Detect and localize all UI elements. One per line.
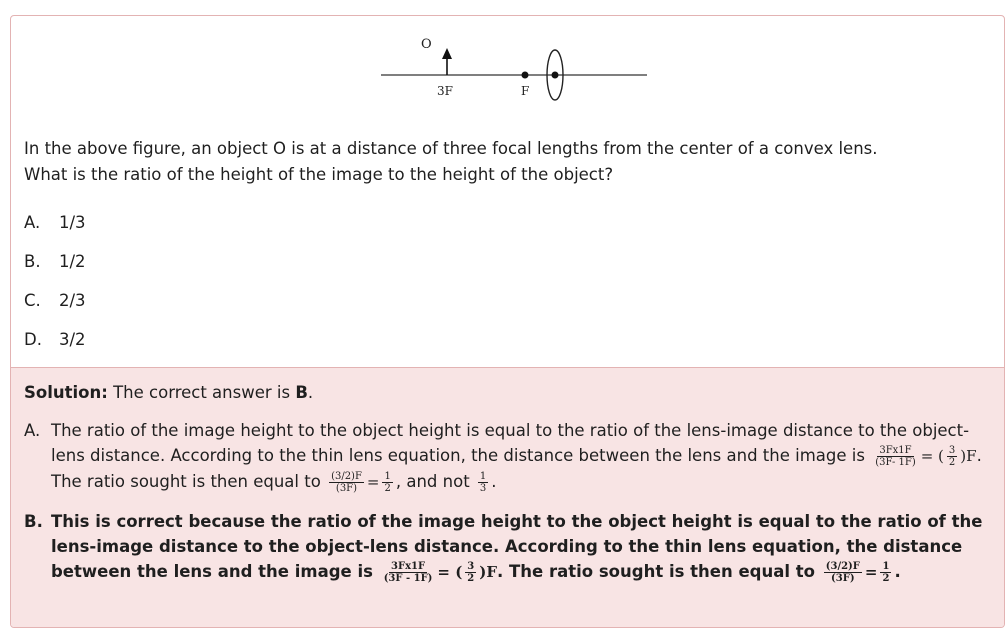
explanation-tag: A. [24, 421, 41, 440]
explanation-b [24, 509, 994, 585]
solution-label: Solution: [24, 383, 108, 402]
fraction [873, 445, 918, 468]
equals-paren: = ( [920, 447, 944, 465]
explanation-a [24, 418, 994, 495]
paren-f: )F [479, 563, 498, 581]
solution-header [24, 380, 313, 406]
numerator: 1 [479, 471, 487, 482]
explanation-text: This is correct because the ratio of the image height to the object height is equal to the ratio of the lens-image distance to the object-lens distance. According to the thin lens equation, the distance between the lens and the image is [51, 512, 983, 581]
denominator: 2 [948, 457, 956, 468]
solution-answer: B [295, 383, 308, 402]
three-f-label: 3F [437, 84, 453, 98]
fraction [382, 471, 392, 494]
explanation-text: . The ratio sought is then equal to [497, 562, 815, 581]
solution-panel [11, 367, 1004, 628]
numerator: 1 [384, 471, 391, 482]
denominator: 2 [384, 483, 391, 494]
denominator: 3 [479, 483, 487, 494]
question-line-1: In the above figure, an object O is at a distance of three focal lengths from the center of a convex lens. [24, 139, 878, 158]
equals: = [366, 473, 380, 491]
explanation-text: . The ratio sought is then equal to [51, 446, 982, 491]
question-line-2: What is the ratio of the height of the image to the height of the object? [24, 165, 614, 184]
option-b[interactable] [24, 249, 86, 288]
option-text: 1/2 [59, 252, 86, 271]
option-d[interactable] [24, 327, 86, 366]
lens-figure [379, 34, 649, 116]
focal-point [522, 72, 529, 79]
fraction [465, 561, 476, 584]
denominator: 2 [467, 573, 475, 584]
explanation-end: . [491, 472, 497, 491]
solution-end: . [307, 383, 314, 402]
numerator: 1 [882, 561, 890, 572]
explanation-body [51, 509, 994, 585]
object-arrow-head [442, 48, 452, 59]
numerator: 3Fx1F [879, 445, 912, 456]
explanation-tag: B. [24, 512, 43, 531]
explanation-text: The ratio of the image height to the object height is equal to the ratio of the lens-image distance to the object-lens distance. According to the thin lens equation, the distance between the lens and the image is [51, 421, 970, 465]
option-letter: C. [24, 291, 41, 310]
denominator: 2 [882, 573, 890, 584]
fraction [478, 471, 488, 494]
numerator: (3/2)F [825, 561, 860, 572]
fraction [880, 561, 891, 584]
denominator: (3F - 1F) [383, 573, 433, 584]
numerator: (3/2)F [331, 471, 362, 482]
numerator: 3 [467, 561, 475, 572]
option-letter: B. [24, 252, 41, 271]
option-c[interactable] [24, 288, 86, 327]
option-letter: D. [24, 330, 42, 349]
focal-label: F [521, 84, 530, 98]
option-a[interactable] [24, 210, 86, 249]
fraction [329, 471, 364, 494]
lens-center [552, 72, 559, 79]
denominator: (3F) [335, 483, 358, 494]
explanation-text: , and not [395, 472, 470, 491]
option-letter: A. [24, 213, 41, 232]
fraction [824, 561, 862, 584]
equals: = [864, 563, 878, 581]
option-text: 2/3 [59, 291, 86, 310]
option-text: 1/3 [59, 213, 86, 232]
solution-text: The correct answer is [107, 383, 296, 402]
question-card [10, 15, 1005, 628]
answer-options [24, 210, 86, 366]
denominator: (3F- 1F) [875, 457, 916, 468]
numerator: 3Fx1F [391, 561, 426, 572]
fraction [382, 561, 435, 584]
explanation-body [51, 418, 994, 495]
question-text [24, 136, 994, 188]
explanation-end: . [894, 562, 901, 581]
object-label: O [421, 37, 432, 52]
fraction [947, 445, 957, 468]
paren-f: )F [960, 447, 977, 465]
numerator: 3 [948, 445, 956, 456]
denominator: (3F) [831, 573, 855, 584]
option-text: 3/2 [59, 330, 86, 349]
equals-paren: = ( [437, 563, 463, 581]
